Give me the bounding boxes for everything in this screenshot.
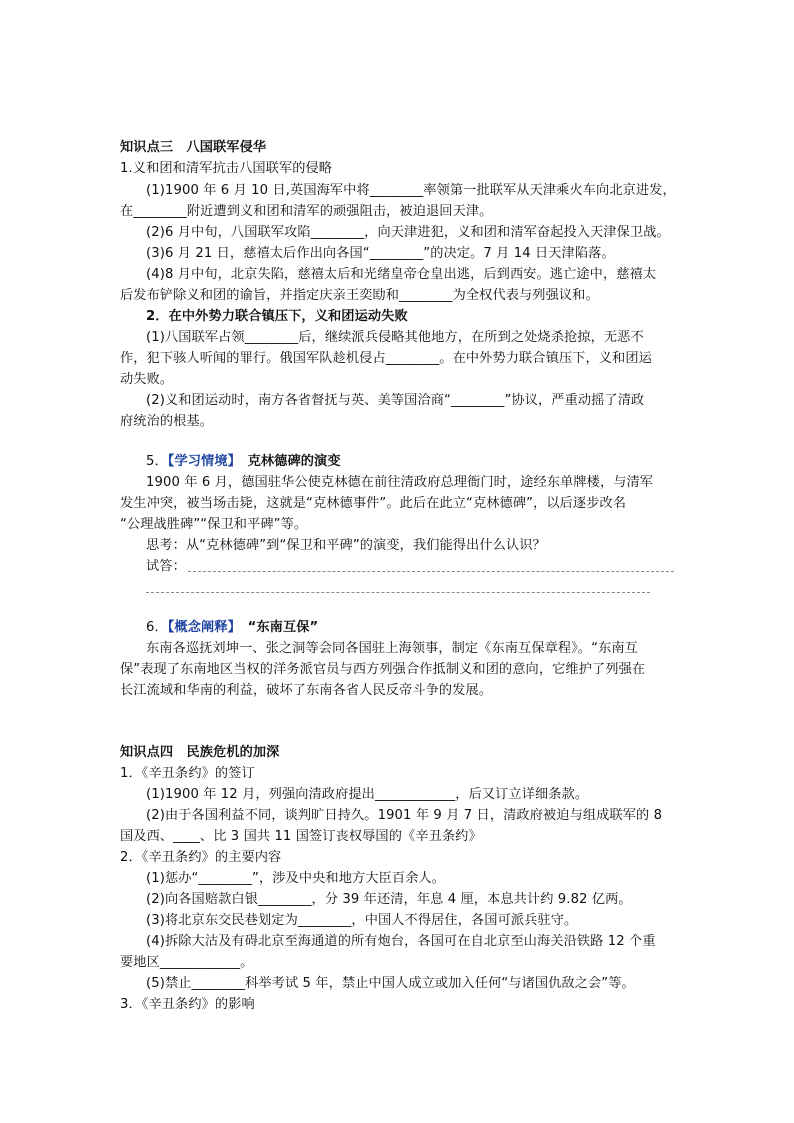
answer-line[interactable] — [146, 592, 650, 593]
context-paragraph-line: 发生冲突，被当场击毙，这就是“克林德事件”。此后在此立“克林德碑”，以后逐步改名 — [120, 496, 627, 511]
section3-line: (1)八国联军占领________后，继续派兵侵略其他地方，在所到之处烧杀抢掠，无恶不 — [146, 330, 644, 345]
concept-paragraph-line: 长江流域和华南的利益，破坏了东南各省人民反帝斗争的发展。 — [120, 683, 493, 698]
section4-line: 要地区____________。 — [120, 955, 254, 970]
section4-line: (4)拆除大沽及有碍北京至海通道的所有炮台，各国可在自北京至山海关沿铁路 12 个重 — [146, 934, 656, 949]
section3-line: 动失败。 — [120, 372, 174, 387]
context-paragraph-line: “公理战胜碑”“保卫和平碑”等。 — [120, 517, 308, 532]
concept-tag: 【概念阐释】 — [167, 620, 235, 635]
section4-heading-3: 3．《辛丑条约》的影响 — [120, 997, 255, 1012]
section4-heading-1: 1．《辛丑条约》的签订 — [120, 766, 255, 781]
section4-line: (5)禁止________科举考试 5 年，禁止中国人成立或加入任何“与诸国仇敌之会”等。 — [146, 976, 635, 991]
section4-title: 知识点四 民族危机的加深 — [120, 745, 280, 760]
section4-line: 国及西、____、比 3 国共 11 国签订丧权辱国的《辛丑条约》 — [120, 829, 482, 844]
answer-label: 试答： — [146, 559, 186, 574]
concept-paragraph-line: 东南各巡抚刘坤一、张之洞等会同各国驻上海领事，制定《东南互保章程》。“东南互 — [146, 641, 638, 656]
section4-line: (2)由于各国利益不同，谈判旷日持久。1901 年 9 月 7 日，清政府被迫与组成联军的 8 — [146, 808, 663, 823]
learning-context-tag: 【学习情境】 — [167, 454, 235, 469]
section3-line: 在________附近遭到义和团和清军的顽强阻击，被迫退回天津。 — [120, 204, 493, 219]
section4-heading-2: 2．《辛丑条约》的主要内容 — [120, 850, 282, 865]
concept-title: “东南互保” — [234, 620, 319, 635]
concept-heading — [146, 617, 706, 638]
section4-line: (2)向各国赔款白银________，分 39 年还清，年息 4 厘，本息共计约 9.82 亿两。 — [146, 892, 632, 907]
section3-line: 后发布铲除义和团的谕旨，并指定庆亲王奕劻和________为全权代表与列强议和。 — [120, 288, 599, 303]
section4-line: (1)惩办“________”，涉及中央和地方大臣百余人。 — [146, 871, 445, 886]
section3-line: 府统治的根基。 — [120, 414, 214, 429]
item-number: 5． — [146, 454, 168, 469]
think-question: 思考：从“克林德碑”到“保卫和平碑”的演变，我们能得出什么认识？ — [146, 538, 546, 553]
answer-line[interactable] — [188, 571, 674, 572]
item-number: 6． — [146, 620, 168, 635]
section3-line: (3)6 月 21 日，慈禧太后作出向各国“________”的决定。7 月 14 日天津陷落。 — [146, 246, 615, 261]
section3-line: (2)义和团运动时，南方各省督抚与英、美等国洽商“________”协议，严重动摇了清政 — [146, 393, 645, 408]
section3-title: 知识点三 八国联军侵华 — [120, 140, 267, 155]
learning-context-heading — [146, 451, 706, 472]
section3-heading-1: 1.义和团和清军抗击八国联军的侵略 — [120, 161, 333, 176]
learning-context-title: 克林德碑的演变 — [234, 454, 341, 469]
section4-line: (3)将北京东交民巷划定为________，中国人不得居住，各国可派兵驻守。 — [146, 913, 578, 928]
section3-line: 作，犯下骇人听闻的罪行。俄国军队趁机侵占________。在中外势力联合镇压下，义和团运 — [120, 351, 652, 366]
section3-line: (2)6 月中旬，八国联军攻陷________，向天津进犯，义和团和清军奋起投入天津保卫战。 — [146, 225, 670, 240]
section3-heading-2: 2．在中外势力联合镇压下，义和团运动失败 — [146, 309, 408, 324]
section3-line: (4)8 月中旬，北京失陷，慈禧太后和光绪皇帝仓皇出逃，后到西安。逃亡途中，慈禧太 — [146, 267, 657, 282]
section3-line: (1)1900 年 6 月 10 日,英国海军中将________率领第一批联军从天津乘火车向北京进发， — [146, 183, 676, 198]
section4-line: (1)1900 年 12 月，列强向清政府提出____________，后又订立详细条款。 — [146, 787, 589, 802]
concept-paragraph-line: 保”表现了东南地区当权的洋务派官员与西方列强合作抵制义和团的意向，它维护了列强在 — [120, 662, 646, 677]
context-paragraph-line: 1900 年 6 月，德国驻华公使克林德在前往清政府总理衙门时，途经东单牌楼，与清军 — [146, 475, 654, 490]
